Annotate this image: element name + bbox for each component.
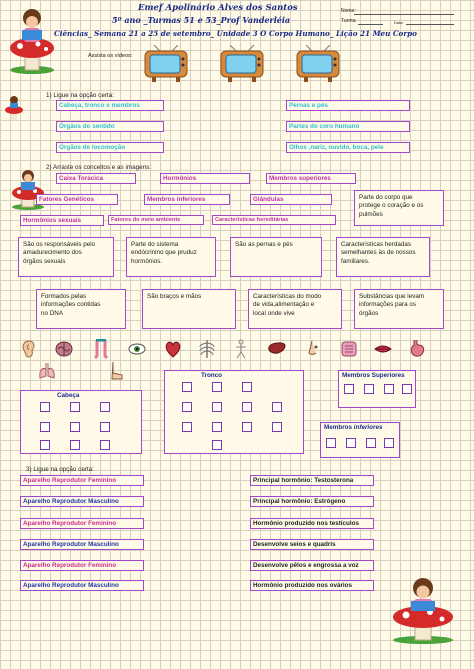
definition-box[interactable]: Substâncias que levam informações para os órgãos [354, 289, 444, 329]
name-line[interactable] [354, 14, 454, 15]
group-cabeca[interactable] [20, 390, 142, 454]
definition-box[interactable]: São os responsáveis pelo amadurecimento dos órgãos sexuais [18, 237, 114, 277]
q3-option-left[interactable]: Aparelho Reprodutor Feminino [20, 518, 144, 529]
videos-label: Assista os vídeos: [88, 53, 133, 59]
drag-label-caracteristicas-hereditarias[interactable]: Características hereditárias [212, 215, 336, 225]
drop-cell[interactable] [366, 438, 376, 448]
drop-cell[interactable] [346, 438, 356, 448]
drop-cell[interactable] [384, 438, 394, 448]
drop-cell[interactable] [70, 422, 80, 432]
mouth-icon[interactable] [374, 339, 392, 359]
drop-cell[interactable] [212, 422, 222, 432]
drop-cell[interactable] [40, 402, 50, 412]
video-tv-icon[interactable] [144, 45, 188, 83]
drop-cell[interactable] [272, 422, 282, 432]
drop-cell[interactable] [100, 422, 110, 432]
eye-icon[interactable] [128, 339, 146, 359]
q1-option-right[interactable]: Pernas e pés [286, 100, 410, 111]
mushroom-reader-illustration [390, 574, 456, 644]
q1-option-left[interactable]: Órgãos de locomoção [56, 142, 164, 153]
q1-option-right[interactable]: Olhos ,nariz, ouvido, boca, pele [286, 142, 410, 153]
drag-label-hormonios-sexuais[interactable]: Hormônios sexuais [20, 215, 104, 226]
q1-option-left[interactable]: Órgãos do sentido [56, 121, 164, 132]
drop-cell[interactable] [344, 384, 354, 394]
drop-cell[interactable] [100, 440, 110, 450]
turma-line[interactable] [358, 24, 383, 25]
brain-icon[interactable] [55, 339, 73, 359]
skeleton-icon[interactable] [232, 339, 250, 359]
group-membros-superiores-title: Membros Superiores [342, 372, 405, 379]
video-tv-icon[interactable] [296, 45, 340, 83]
q3-option-left[interactable]: Aparelho Reprodutor Feminino [20, 560, 144, 571]
stomach-icon[interactable] [408, 339, 426, 359]
drop-cell[interactable] [212, 440, 222, 450]
drop-cell[interactable] [182, 422, 192, 432]
liver-icon[interactable] [268, 339, 286, 359]
q1-option-right[interactable]: Partes do coro humano [286, 121, 410, 132]
definition-box[interactable]: São braços e mãos [142, 289, 236, 329]
drop-cell[interactable] [402, 384, 412, 394]
q3-prompt: 3) Ligue na opção certa: [26, 466, 94, 473]
q3-option-right[interactable]: Desenvolve seios e quadris [250, 539, 374, 550]
heart-icon[interactable] [164, 339, 182, 359]
q3-option-right[interactable]: Hormônio produzido nos testículos [250, 518, 374, 529]
q3-option-left[interactable]: Aparelho Reprodutor Feminino [20, 475, 144, 486]
q3-option-left[interactable]: Aparelho Reprodutor Masculino [20, 580, 144, 591]
drop-cell[interactable] [40, 422, 50, 432]
q3-option-right[interactable]: Desenvolve pêlos e engrossa a voz [250, 560, 374, 571]
drop-cell[interactable] [70, 402, 80, 412]
q1-option-left[interactable]: Cabeça, tronco e membros [56, 100, 164, 111]
drag-label-caixa-toracica[interactable]: Caixa Torácica [56, 173, 136, 184]
drop-cell[interactable] [364, 384, 374, 394]
drag-label-membros-inferiores[interactable]: Membros inferiores [144, 194, 230, 205]
name-label: Nome: [341, 8, 356, 14]
drag-label-fatores-meio[interactable]: Fatores do meio ambiente [108, 215, 204, 225]
drop-cell[interactable] [40, 440, 50, 450]
drag-label-fatores-geneticos[interactable]: Fatores Genéticos [36, 194, 118, 205]
drop-cell[interactable] [384, 384, 394, 394]
drop-cell[interactable] [242, 402, 252, 412]
mushroom-reader-illustration [8, 4, 56, 74]
group-tronco-title: Tronco [201, 372, 222, 379]
foot-icon[interactable] [108, 361, 126, 381]
nose-icon[interactable] [304, 339, 322, 359]
data-label: Data: [394, 20, 404, 25]
definition-box[interactable]: Características do modo de vida,alimentação e local onde vive [248, 289, 342, 329]
lesson-title: Ciências_ Semana 21 a 25 de setembro_ Unidade 3 O Corpo Humano_ Lição 21 Meu Corpo [54, 29, 417, 38]
group-membros-inferiores-title-a: Membros [324, 424, 354, 431]
q3-option-right[interactable]: Principal hormônio: Testosterona [250, 475, 374, 486]
drop-cell[interactable] [100, 402, 110, 412]
intestine-icon[interactable] [340, 339, 358, 359]
q3-option-right[interactable]: Principal hormônio: Estrógeno [250, 496, 374, 507]
ear-icon[interactable] [20, 339, 38, 359]
data-line[interactable] [406, 24, 454, 25]
drop-cell[interactable] [242, 382, 252, 392]
q1-prompt: 1) Ligue na opção certa: [46, 92, 114, 99]
lungs-icon[interactable] [38, 361, 56, 381]
definition-box[interactable]: São as pernas e pés [230, 237, 322, 277]
q2-prompt: 2) Arraste os conceitos e as imagens: [46, 164, 151, 171]
group-cabeca-title: Cabeça [57, 392, 80, 399]
drop-cell[interactable] [182, 402, 192, 412]
video-tv-icon[interactable] [220, 45, 264, 83]
definition-box[interactable]: Parte do corpo que protege o coração e os pulmões [354, 190, 444, 226]
school-name: Emef Apolinário Alves dos Santos [138, 3, 298, 13]
legs-icon[interactable] [92, 339, 110, 359]
drag-label-glandulas[interactable]: Glândulas [250, 194, 332, 205]
group-membros-inferiores-title [324, 424, 382, 431]
drop-cell[interactable] [272, 402, 282, 412]
drop-cell[interactable] [212, 382, 222, 392]
class-line: 5º ano _Turmas 51 e 53_Prof Vanderléia [112, 15, 291, 25]
mushroom-reader-illustration [4, 92, 24, 122]
q3-option-left[interactable]: Aparelho Reprodutor Masculino [20, 539, 144, 550]
definition-box[interactable]: Características herdadas semelhantes às de nossos familiares. [336, 237, 430, 277]
drop-cell[interactable] [326, 438, 336, 448]
q3-option-right[interactable]: Hormônio produzido nos ovários [250, 580, 374, 591]
group-membros-inferiores-title-b: inferiores [353, 424, 383, 431]
ribcage-icon[interactable] [198, 339, 216, 359]
drop-cell[interactable] [242, 422, 252, 432]
drag-label-membros-superiores[interactable]: Membros superiores [266, 173, 356, 184]
definition-box[interactable]: Parte do sistema endócrinino que pruduz hormônios. [126, 237, 216, 277]
turma-label: Turma: [341, 18, 357, 24]
definition-box[interactable]: Formados pelas informações contidas no DNA [36, 289, 126, 329]
q3-option-left[interactable]: Aparelho Reprodutor Masculino [20, 496, 144, 507]
drag-label-hormonios[interactable]: Hormônios [160, 173, 250, 184]
drop-cell[interactable] [182, 382, 192, 392]
drop-cell[interactable] [212, 402, 222, 412]
drop-cell[interactable] [70, 440, 80, 450]
